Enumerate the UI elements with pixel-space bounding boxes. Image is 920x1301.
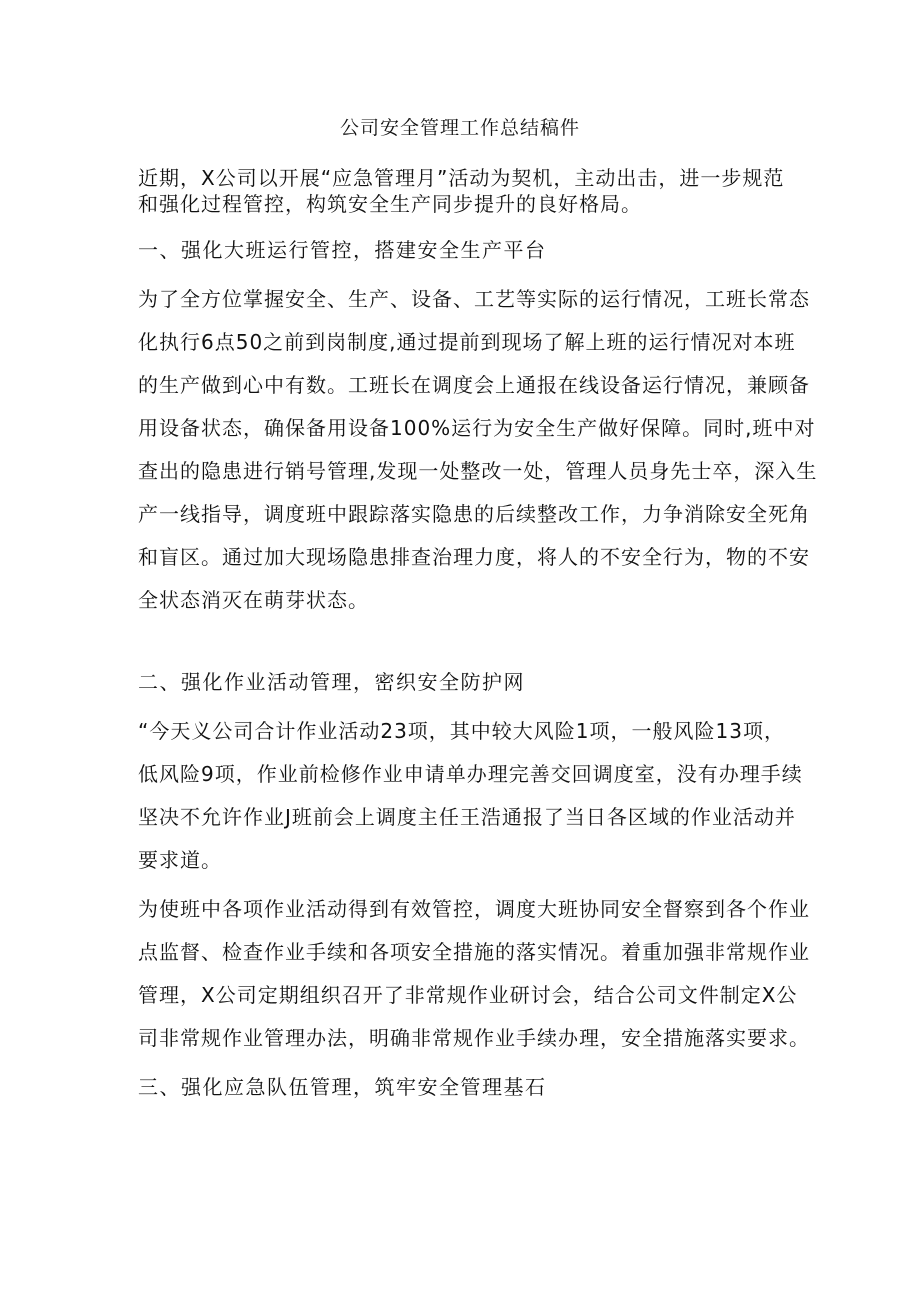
paragraph-line: 管理，X公司定期组织召开了非常规作业研讨会，结合公司文件制定X公	[138, 983, 798, 1007]
paragraph-line: “今天义公司合计作业活动23项，其中较大风险1项，一般风险13项，	[138, 719, 785, 743]
section-heading-1: 一、强化大班运行管控，搭建安全生产平台	[138, 238, 547, 262]
paragraph-line: 为了全方位掌握安全、生产、设备、工艺等实际的运行情况，工班长常态	[138, 287, 810, 311]
section-heading-2: 二、强化作业活动管理，密织安全防护网	[138, 670, 525, 694]
paragraph-line: 近期，X公司以开展“应急管理月”活动为契机，主动出击，进一步规范	[138, 166, 785, 190]
paragraph-line: 全状态消灭在萌芽状态。	[138, 588, 369, 612]
document-title: 公司安全管理工作总结稿件	[339, 117, 580, 139]
paragraph-line: 低风险9项，作业前检修作业申请单办理完善交回调度室，没有办理手续	[138, 762, 803, 786]
paragraph-line: 用设备状态，确保备用设备100%运行为安全生产做好保障。同时,班中对	[138, 416, 816, 440]
paragraph-line: 要求道。	[138, 848, 222, 872]
paragraph-line: 和强化过程管控，构筑安全生产同步提升的良好格局。	[138, 192, 642, 216]
paragraph-line: 产一线指导，调度班中跟踪落实隐患的后续整改工作，力争消除安全死角	[138, 502, 810, 526]
section-heading-3: 三、强化应急队伍管理，筑牢安全管理基石	[138, 1075, 547, 1099]
paragraph-line: 化执行6点50之前到岗制度,通过提前到现场了解上班的运行情况对本班	[138, 330, 796, 354]
paragraph-line: 坚决不允许作业J班前会上调度主任王浩通报了当日各区域的作业活动并	[138, 805, 796, 829]
paragraph-line: 和盲区。通过加大现场隐患排查治理力度，将人的不安全行为，物的不安	[138, 545, 810, 569]
paragraph-line: 点监督、检查作业手续和各项安全措施的落实情况。着重加强非常规作业	[138, 940, 810, 964]
paragraph-line: 为使班中各项作业活动得到有效管控，调度大班协同安全督察到各个作业	[138, 897, 810, 921]
paragraph-line: 的生产做到心中有数。工班长在调度会上通报在线设备运行情况，兼顾备	[138, 373, 810, 397]
paragraph-line: 查出的隐患进行销号管理,发现一处整改一处，管理人员身先士卒，深入生	[138, 459, 818, 483]
paragraph-line: 司非常规作业管理办法，明确非常规作业手续办理，安全措施落实要求。	[138, 1026, 810, 1050]
